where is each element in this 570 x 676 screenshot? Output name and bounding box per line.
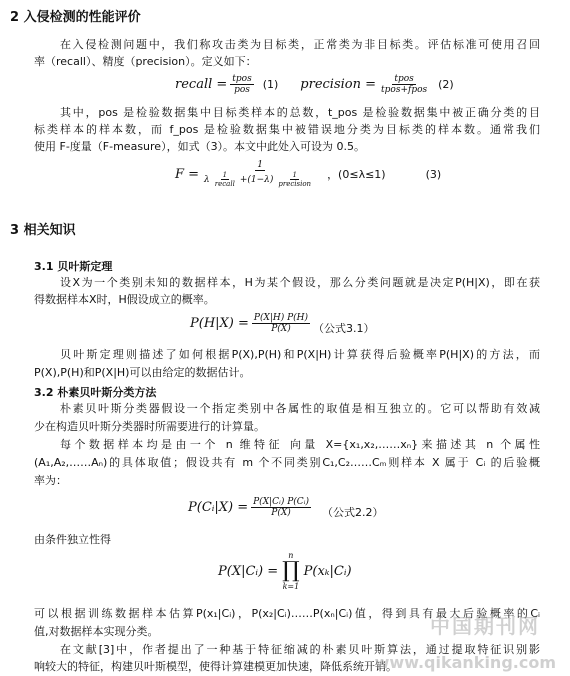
- product-operator: n ∏ k=1: [282, 551, 300, 591]
- sec32-p4-line1: 在文献[3]中，作者提出了一种基于特征缩减的朴素贝叶斯算法，通过提取特征识别影: [60, 643, 540, 656]
- section-2-heading: 2 入侵检测的性能评价: [10, 10, 141, 25]
- posterior-numerator: P(X|Cᵢ) P(Cᵢ): [253, 497, 309, 507]
- sec2-p2-line2: 标类样本的样本数，而 f_pos 是检验数据集中被错误地分类为目标类的样本数。通常我们: [34, 123, 540, 136]
- bayes-denominator: P(X): [271, 324, 291, 334]
- sec32-p3-line2: 值,对数据样本实现分类。: [34, 625, 159, 638]
- product-upper-limit: n: [288, 551, 294, 560]
- f-numerator: 1: [257, 160, 263, 170]
- precision-numerator: tpos: [394, 74, 414, 84]
- lambda-symbol: λ: [204, 174, 210, 185]
- product-lhs: P(X|Cᵢ) =: [218, 563, 279, 579]
- sec32-p2-line1: 每个数据样本均是由一个 n 维特征 向量 X={x₁,x₂,……xₙ}来描述其 n 个属性: [60, 438, 540, 451]
- posterior-denominator: P(X): [271, 508, 291, 518]
- equation-bayes: [190, 313, 313, 334]
- conditional-independence-text: 由条件独立性得: [34, 533, 111, 546]
- sec32-p2-line3: 率为：: [34, 474, 67, 487]
- section-3-1-heading: 3.1 贝叶斯定理: [34, 260, 113, 273]
- inverse-recall-den: recall: [214, 180, 235, 188]
- recall-numerator: tpos: [232, 74, 252, 84]
- sec2-p2-line1: 其中，pos 是检验数据集中目标类样本的总数，t_pos 是检验数据集中被正确分类的目: [60, 106, 540, 119]
- sec31-p2-line2: P(X),P(H)和P(X|H)可以由给定的数据估计。: [34, 366, 251, 379]
- sec31-p1-line1: 设X为一个类别未知的数据样本，H为某个假设，那么分类问题就是决定P(H|X)，即在获: [60, 276, 540, 289]
- formula-label-3-1: （公式3.1）: [313, 322, 375, 335]
- equation-number-1: (1): [262, 78, 279, 91]
- bayes-lhs: P(H|X) =: [190, 316, 249, 331]
- precision-denominator: tpos+fpos: [381, 85, 428, 95]
- f-fraction: [202, 160, 318, 188]
- equation-number-3: (3): [425, 167, 442, 181]
- posterior-lhs: P(Cᵢ|X) =: [188, 500, 249, 515]
- product-lower-limit: k=1: [282, 582, 300, 591]
- equation-number-2: (2): [438, 78, 454, 91]
- precision-fraction: [379, 74, 429, 95]
- equation-recall-precision: [175, 74, 454, 95]
- f-denominator: [202, 171, 318, 188]
- section-3-2-heading: 3.2 朴素贝叶斯分类方法: [34, 386, 157, 399]
- sec31-p2-line1: 贝叶斯定理则描述了如何根据P(X),P(H)和P(X|H)计算获得后验概率P(H|X)的方法，而: [60, 348, 540, 361]
- inverse-precision-den: precision: [278, 180, 312, 188]
- recall-fraction: [230, 74, 253, 95]
- product-rhs: P(xₖ|Cᵢ): [303, 563, 352, 579]
- f-lhs: F =: [175, 166, 200, 182]
- lambda-condition: ，(0≤λ≤1): [327, 168, 386, 181]
- sec32-p3-line1: 可以根据训练数据样本估算P(x₁|Cᵢ)，P(x₂|Cᵢ)……P(xₙ|Cᵢ)值，得到具有最大后验概率的Cᵢ: [34, 607, 540, 620]
- recall-denominator: pos: [234, 85, 250, 95]
- equation-product: [218, 551, 352, 591]
- sec32-p1-line1: 朴素贝叶斯分类器假设一个指定类别中各属性的取值是相互独立的。它可以帮助有效减: [60, 402, 540, 415]
- precision-lhs: precision =: [300, 77, 377, 92]
- sec2-p1-line1: 在入侵检测问题中，我们称攻击类为目标类，正常类为非目标类。评估标准可使用召回: [60, 38, 540, 51]
- watermark-en: www.qikanking.com: [374, 653, 556, 672]
- inverse-precision: $\frac{1}{\text{precision}}$: [278, 171, 312, 188]
- posterior-fraction: [251, 497, 311, 518]
- equation-posterior: [188, 497, 314, 518]
- sec2-p2-line3: 使用 F-度量（F-measure），如式（3）。本文中此处入可设为 0.5。: [34, 140, 366, 153]
- section-3-heading: 3 相关知识: [10, 223, 76, 238]
- sec32-p4-line2: 响较大的特征，构建贝叶斯模型，使得计算建模更加快速，降低系统开销。: [34, 660, 397, 673]
- sec31-p1-line2: 得数据样本X时，H假设成立的概率。: [34, 293, 215, 306]
- formula-label-2-2: （公式2.2）: [322, 506, 384, 519]
- recall-lhs: recall =: [175, 77, 228, 92]
- sec2-p1-line2: 率（recall）、精度（precision）。定义如下：: [34, 55, 257, 68]
- sec32-p1-line2: 少在构造贝叶斯分类器时所需要进行的计算量。: [34, 420, 265, 433]
- one-minus-lambda: +(1−λ): [239, 174, 274, 185]
- equation-f-measure: [175, 160, 441, 188]
- bayes-numerator: P(X|H) P(H): [253, 313, 309, 323]
- sec32-p2-line2: (A₁,A₂,……Aₙ)的具体取值；假设共有 m 个不同类别C₁,C₂……Cₘ则样本 X 属于 Cᵢ 的后验概: [34, 456, 540, 469]
- bayes-fraction: [252, 313, 310, 334]
- watermark-cn: 中国期刊网: [430, 614, 540, 638]
- inverse-recall: $\frac{1}{\text{recall}}$: [214, 171, 235, 188]
